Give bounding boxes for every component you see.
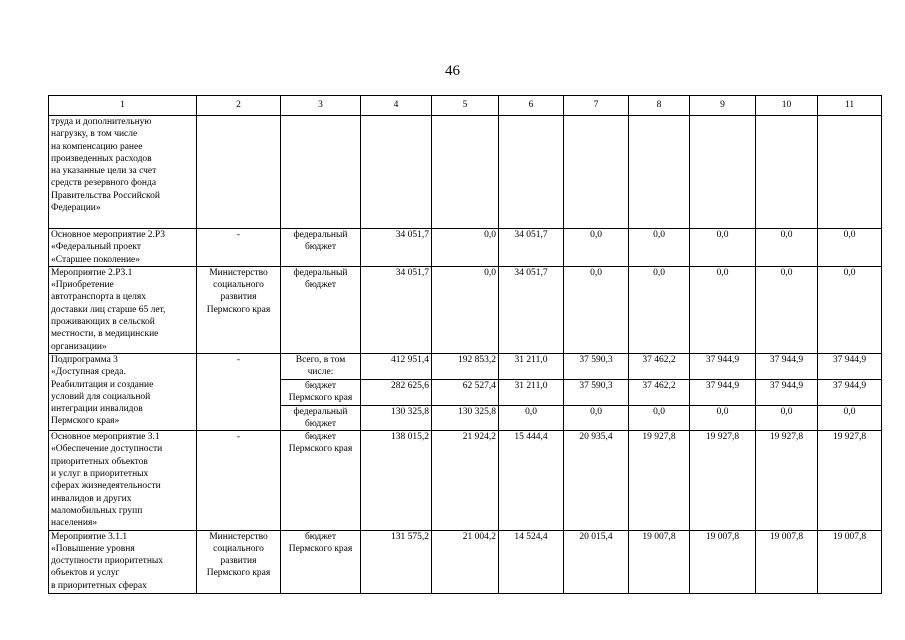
column-number: 9	[690, 96, 756, 116]
activity-name-cell-line: Подпрограмма 3	[51, 354, 118, 365]
amount-cell: 37 944,9	[818, 379, 882, 405]
amount-cell: 0,0	[818, 266, 882, 353]
amount-cell: 37 462,2	[629, 353, 690, 379]
activity-name-cell-line: условий для социальной	[51, 391, 151, 402]
amount-cell: 20 015,4	[564, 530, 629, 593]
amount-cell: 37 590,3	[564, 353, 629, 379]
amount-cell: 0,0	[432, 266, 499, 353]
amount-cell: 0,0	[818, 405, 882, 431]
activity-name-cell-line: Мероприятие 3.1.1	[51, 531, 128, 542]
funding-source-cell-line: бюджет	[304, 418, 337, 429]
executor-cell	[197, 353, 281, 430]
amount-cell: 37 944,9	[690, 379, 756, 405]
column-number: 4	[361, 96, 432, 116]
amount-cell: 34 051,7	[499, 266, 564, 353]
executor-cell-line: развития	[220, 556, 257, 567]
activity-name-cell-line: «Старшее поколение»	[51, 254, 141, 265]
activity-name-cell-line: доставки лиц старше 65 лет,	[51, 304, 166, 315]
executor-cell-line: развития	[220, 292, 257, 303]
activity-name-cell	[49, 116, 197, 229]
funding-source-cell-line: бюджет	[304, 531, 337, 542]
activity-name-cell-line: в приоритетных сферах	[51, 580, 147, 591]
amount-cell: 19 927,8	[756, 431, 818, 530]
amount-cell: 31 211,0	[499, 379, 564, 405]
funding-source-cell-line: числе:	[307, 367, 334, 378]
amount-cell: 0,0	[756, 229, 818, 267]
column-number: 6	[499, 96, 564, 116]
executor-cell	[197, 431, 281, 530]
amount-cell: 192 853,2	[432, 353, 499, 379]
funding-source-cell-line: бюджет	[304, 242, 337, 253]
activity-name-cell-line: организации»	[51, 341, 107, 352]
funding-source-cell-line: бюджет	[304, 380, 337, 391]
executor-cell	[197, 266, 281, 353]
activity-name-cell-line: на компенсацию ранее	[51, 141, 143, 152]
amount-cell: 0,0	[756, 266, 818, 353]
amount-cell: 19 927,8	[818, 431, 882, 530]
executor-cell-line: Министерство	[209, 531, 268, 542]
executor-cell-line: -	[236, 432, 241, 443]
amount-cell: 19 927,8	[690, 431, 756, 530]
amount-cell: 412 951,4	[361, 353, 432, 379]
amount-cell: 138 015,2	[361, 431, 432, 530]
funding-source-cell-line: федеральный	[293, 267, 348, 278]
activity-name-cell-line: на указанные цели за счет	[51, 166, 157, 177]
budget-table	[48, 95, 882, 594]
amount-cell	[361, 116, 432, 229]
activity-name-cell-line: средств резервного фонда	[51, 178, 157, 189]
activity-name-cell	[49, 229, 197, 267]
funding-source-cell	[281, 266, 361, 353]
amount-cell: 37 590,3	[564, 379, 629, 405]
funding-source-cell-line: федеральный	[293, 406, 348, 417]
executor-cell-line: -	[236, 354, 241, 365]
amount-cell: 0,0	[564, 405, 629, 431]
amount-cell: 130 325,8	[361, 405, 432, 431]
amount-cell: 34 051,7	[499, 229, 564, 267]
activity-name-cell-line: произведенных расходов	[51, 153, 152, 164]
amount-cell: 0,0	[629, 266, 690, 353]
table-row	[49, 530, 882, 593]
executor-cell-line: -	[236, 230, 241, 240]
page-number: 46	[445, 63, 460, 79]
amount-cell: 19 007,8	[818, 530, 882, 593]
amount-cell: 0,0	[499, 405, 564, 431]
amount-cell	[629, 116, 690, 229]
amount-cell: 131 575,2	[361, 530, 432, 593]
table-row	[49, 229, 882, 267]
amount-cell	[756, 116, 818, 229]
column-number: 11	[818, 96, 882, 116]
amount-cell	[564, 116, 629, 229]
amount-cell: 14 524,4	[499, 530, 564, 593]
funding-source-cell-line: Пермского края	[288, 444, 353, 455]
activity-name-cell-line: «Приобретение	[51, 280, 114, 291]
amount-cell	[818, 116, 882, 229]
activity-name-cell-line: интеграции инвалидов	[51, 404, 143, 415]
activity-name-cell-line: объектов и услуг	[51, 568, 120, 579]
table-row	[49, 353, 882, 379]
activity-name-cell-line: «Повышение уровня	[51, 543, 135, 554]
activity-name-cell-line: «Обеспечение доступности	[51, 444, 163, 455]
amount-cell	[499, 116, 564, 229]
activity-name-cell-line: населения»	[51, 518, 98, 529]
table-body	[49, 96, 882, 594]
column-number: 1	[49, 96, 197, 116]
amount-cell: 19 927,8	[629, 431, 690, 530]
executor-cell-line: социального	[213, 280, 264, 291]
amount-cell: 37 944,9	[756, 353, 818, 379]
amount-cell: 21 924,2	[432, 431, 499, 530]
funding-source-cell-line: Пермского края	[288, 393, 353, 404]
executor-cell	[197, 229, 281, 267]
amount-cell	[690, 116, 756, 229]
activity-name-cell-line: «Доступная среда.	[51, 367, 126, 378]
column-number-row	[49, 96, 882, 116]
amount-cell: 19 007,8	[690, 530, 756, 593]
amount-cell	[432, 116, 499, 229]
activity-name-cell-line: Основное мероприятие 3.1	[51, 432, 160, 443]
activity-name-cell	[49, 530, 197, 593]
amount-cell: 0,0	[756, 405, 818, 431]
funding-source-cell-line: федеральный	[293, 230, 348, 240]
amount-cell: 20 935,4	[564, 431, 629, 530]
activity-name-cell-line: и услуг в приоритетных	[51, 469, 149, 480]
amount-cell: 37 944,9	[756, 379, 818, 405]
executor-cell-line: Министерство	[209, 267, 268, 278]
activity-name-cell-line: Реабилитация и создание	[51, 379, 154, 390]
funding-source-cell	[281, 116, 361, 229]
amount-cell: 0,0	[690, 405, 756, 431]
column-number: 10	[756, 96, 818, 116]
amount-cell: 37 944,9	[690, 353, 756, 379]
activity-name-cell-line: труда и дополнительную	[51, 117, 152, 127]
amount-cell: 19 007,8	[629, 530, 690, 593]
funding-source-cell	[281, 405, 361, 431]
activity-name-cell-line: проживающих в сельской	[51, 317, 155, 328]
amount-cell: 0,0	[564, 266, 629, 353]
activity-name-cell-line: инвалидов и других	[51, 493, 132, 504]
executor-cell	[197, 116, 281, 229]
funding-source-cell-line: бюджет	[304, 432, 337, 443]
amount-cell: 21 004,2	[432, 530, 499, 593]
column-number: 2	[197, 96, 281, 116]
funding-source-cell-line: Всего, в том	[295, 354, 346, 365]
activity-name-cell-line: Пермского края»	[51, 416, 120, 427]
amount-cell: 37 462,2	[629, 379, 690, 405]
activity-name-cell-line: местности, в медицинские	[51, 329, 159, 340]
activity-name-cell-line: «Федеральный проект	[51, 242, 142, 253]
activity-name-cell-line: приоритетных объектов	[51, 456, 148, 467]
activity-name-cell-line: Правительства Российской	[51, 190, 160, 201]
activity-name-cell-line: маломобильных групп	[51, 505, 143, 516]
amount-cell: 0,0	[432, 229, 499, 267]
amount-cell: 130 325,8	[432, 405, 499, 431]
activity-name-cell	[49, 431, 197, 530]
amount-cell: 37 944,9	[818, 353, 882, 379]
column-number: 3	[281, 96, 361, 116]
funding-source-cell	[281, 530, 361, 593]
column-number: 8	[629, 96, 690, 116]
column-number: 7	[564, 96, 629, 116]
amount-cell: 34 051,7	[361, 266, 432, 353]
funding-source-cell-line: Пермского края	[288, 543, 353, 554]
activity-name-cell-line: нагрузку, в том числе	[51, 129, 138, 140]
funding-source-cell	[281, 353, 361, 379]
amount-cell: 0,0	[564, 229, 629, 267]
amount-cell: 282 625,6	[361, 379, 432, 405]
column-number: 5	[432, 96, 499, 116]
funding-source-cell-line: бюджет	[304, 280, 337, 291]
activity-name-cell	[49, 353, 197, 430]
activity-name-cell-line: доступности приоритетных	[51, 556, 164, 567]
activity-name-cell-line: сферах жизнедеятельности	[51, 481, 161, 492]
table-row	[49, 266, 882, 353]
amount-cell: 34 051,7	[361, 229, 432, 267]
activity-name-cell-line: автотранспорта в целях	[51, 292, 146, 303]
amount-cell: 31 211,0	[499, 353, 564, 379]
table-row	[49, 431, 882, 530]
activity-name-cell-line: Мероприятие 2.Р3.1	[51, 267, 133, 278]
executor-cell-line: социального	[213, 543, 264, 554]
amount-cell: 0,0	[690, 229, 756, 267]
amount-cell: 0,0	[629, 229, 690, 267]
activity-name-cell-line: Основное мероприятие 2.Р3	[51, 230, 165, 240]
activity-name-cell-line: Федерации»	[51, 203, 101, 214]
amount-cell: 19 007,8	[756, 530, 818, 593]
amount-cell: 0,0	[690, 266, 756, 353]
amount-cell: 0,0	[629, 405, 690, 431]
executor-cell-line: Пермского края	[206, 304, 271, 315]
funding-source-cell	[281, 229, 361, 267]
funding-source-cell	[281, 379, 361, 405]
executor-cell	[197, 530, 281, 593]
amount-cell: 0,0	[818, 229, 882, 267]
amount-cell: 15 444,4	[499, 431, 564, 530]
executor-cell-line: Пермского края	[206, 568, 271, 579]
funding-source-cell	[281, 431, 361, 530]
amount-cell: 62 527,4	[432, 379, 499, 405]
table-row	[49, 116, 882, 229]
activity-name-cell	[49, 266, 197, 353]
